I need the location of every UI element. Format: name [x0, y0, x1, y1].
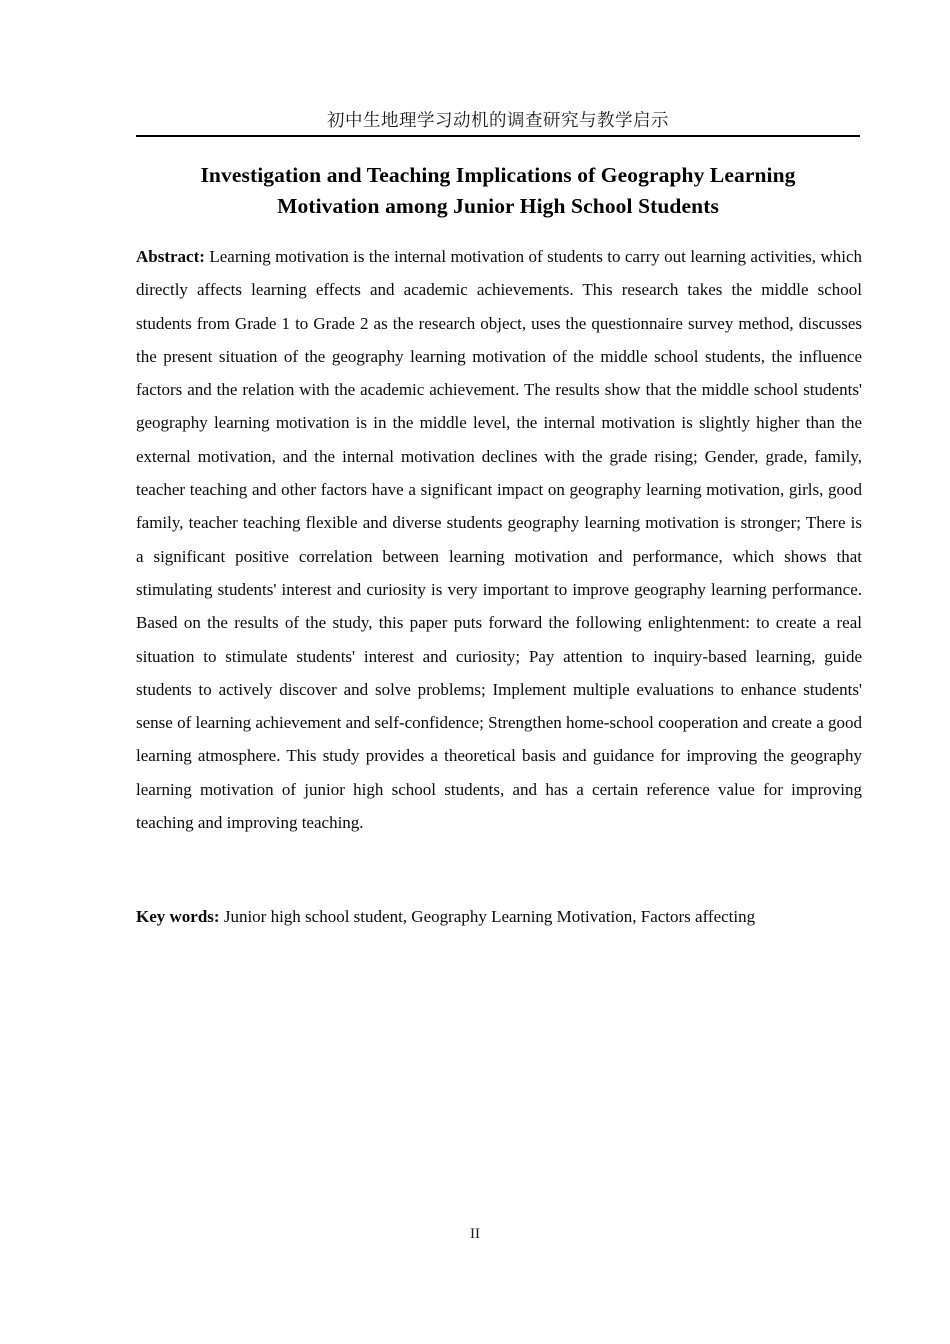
keywords-label: Key words:	[136, 907, 220, 926]
running-header-title: 初中生地理学习动机的调查研究与教学启示	[327, 110, 669, 130]
abstract-label: Abstract:	[136, 247, 205, 266]
page-title-line-2: Motivation among Junior High School Students	[277, 194, 719, 218]
header-divider-rule	[136, 135, 860, 137]
keywords-text: Junior high school student, Geography Learning Motivation, Factors affecting	[223, 907, 756, 926]
page-number: II	[470, 1226, 480, 1242]
abstract-section	[136, 240, 862, 839]
page-title	[136, 160, 860, 222]
abstract-text: Learning motivation is the internal motivation of students to carry out learning activities, which directly affects learning effects and academic achievements. This research takes the middle school students from Grade 1 to Grade 2 as the research object, uses the questionnaire survey method, discusses the present situation of the geography learning motivation of the middle school students, the influence factors and the relation with the academic achievement. The results show that the middle school students' geography learning motivation is in the middle level, the internal motivation is slightly higher than the external motivation, and the internal motivation declines with the grade rising; Gender, grade, family, teacher teaching and other factors have a significant impact on geography learning motivation, girls, good family, teacher teaching flexible and diverse students geography learning motivation is stronger; There is a significant positive correlation between learning motivation and performance, which shows that stimulating students' interest and curiosity is very important to improve geography learning performance. Based on the results of the study, this paper puts forward the following enlightenment: to create a real situation to stimulate students' interest and curiosity; Pay attention to inquiry-based learning, guide students to actively discover and solve problems; Implement multiple evaluations to enhance students' sense of learning achievement and self-confidence; Strengthen home-school cooperation and create a good learning atmosphere. This study provides a theoretical basis and guidance for improving the geography learning motivation of junior high school students, and has a certain reference value for improving teaching and improving teaching.	[136, 247, 862, 833]
page-title-line-1: Investigation and Teaching Implications of Geography Learning	[200, 163, 796, 187]
keywords-section	[136, 900, 862, 933]
